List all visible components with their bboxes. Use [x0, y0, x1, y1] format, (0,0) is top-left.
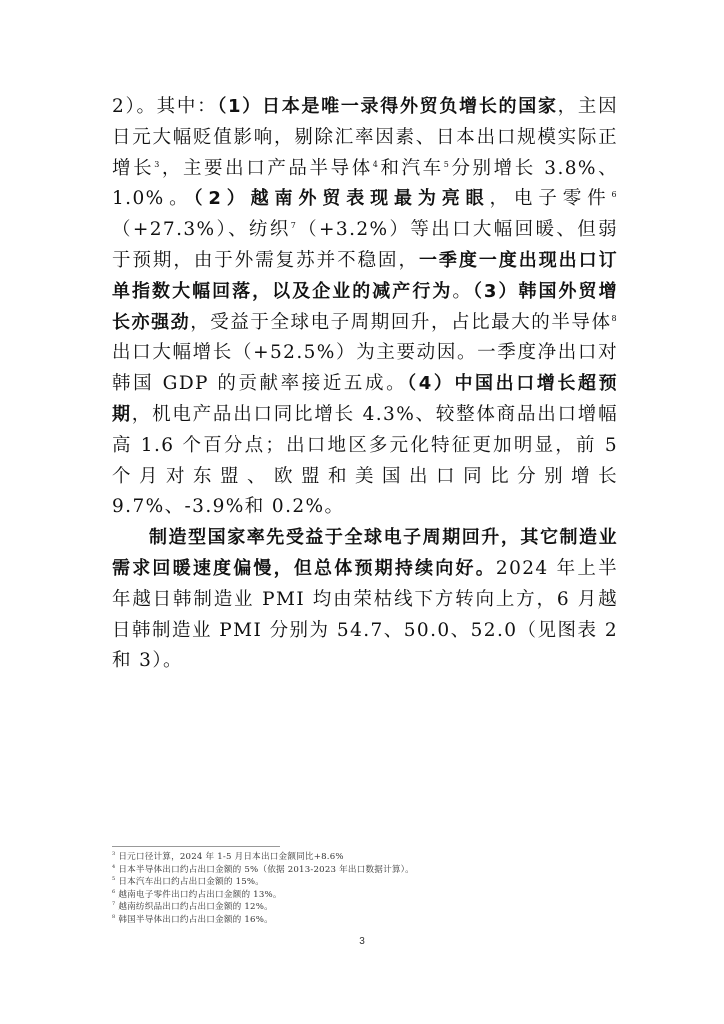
text-run: ，机电产品出口同比增长 4.3%、较整体商品出口增幅高 1.6 个百分点；出口地区多元化特征更加明显，前 5 个月对东盟、欧盟和美国出口同比分别增长 9.7%、-3.9%和 0.2%。 [112, 403, 618, 518]
footnote-7: $^7$ 越南纺织品出口约占出口金额的 12%。 [112, 901, 273, 913]
footnote-ref-5[interactable]: 5 [443, 159, 451, 169]
text-run: ，主要出口产品半导体 [160, 157, 373, 179]
footnote-8: $^8$ 韩国半导体出口约占出口金额的 16%。 [112, 914, 273, 925]
text-run: 和汽车 [379, 157, 444, 179]
text-run: ，受益于全球电子周期回升，占比最大的半导体 [190, 311, 612, 333]
bold-lead-sentence: 制造型国家率先受益于全球电子周期回升，其它制造业需求回暖速度偏慢，但总体预期持续向好。 [112, 527, 618, 579]
bold-heading-japan: （1）日本是唯一录得外贸负增长的国家 [217, 96, 558, 117]
footnote-4: $^4$ 日本半导体出口约占出口金额的 5%（依据 2013-2023 年出口数据计算）。 [112, 863, 414, 875]
body-text [112, 92, 618, 677]
text-run: （+27.3%）、纺织 [112, 219, 291, 241]
bold-text-order-index: 一季度一度出现出口订单指数大幅回落，以及企业的减产行为 [112, 249, 618, 302]
text-run: ，主因日元大幅贬值影响，剔除汇率因素、日本出口规模实际正增长 [112, 96, 618, 179]
footnotes [112, 851, 612, 927]
bold-heading-vietnam: （2）越南外贸表现最为亮眼 [193, 188, 490, 210]
footnote-5: $^5$ 日本汽车出口约占出口金额的 15%。 [112, 876, 265, 888]
bold-heading-china: （4）中国出口增长超预期 [112, 373, 618, 425]
footnote-ref-7[interactable]: 7 [290, 221, 298, 231]
text-run: 2024 年上半年越日韩制造业 PMI 均由荣枯线下方转向上方，6 月越日韩制造业 PMI 分别为 54.7、50.0、52.0（见图表 2 和 3）。 [112, 557, 618, 672]
footnote-ref-4[interactable]: 4 [372, 159, 380, 169]
text-run: 分别增长 3.8%、1.0%。 [112, 157, 618, 210]
text-run: 。 [452, 280, 473, 302]
text-run: 2）。其中： [112, 96, 218, 117]
footnote-ref-8[interactable]: 8 [611, 313, 618, 323]
page-number: 3 [359, 936, 365, 947]
footnote-3: $^3$ 日元口径计算，2024 年 1-5 月日本出口金额同比+8.6% [112, 851, 344, 862]
paragraph-trade-by-country [112, 92, 618, 523]
footnote-divider [112, 846, 280, 847]
paragraph-manufacturing-pmi [112, 523, 618, 677]
footnote-6: $^6$ 越南电子零件出口约占出口金额的 13%。 [112, 888, 282, 900]
text-run: ，电子零件 [489, 188, 612, 210]
footnote-ref-3[interactable]: 3 [154, 159, 161, 169]
text-run: （+3.2%）等出口大幅回暖、但弱于预期，由于外需复苏并不稳固， [112, 219, 619, 271]
bold-heading-korea: （3）韩国外贸增长亦强劲 [112, 280, 618, 333]
footnote-ref-6[interactable]: 6 [611, 190, 618, 200]
text-run: 出口大幅增长（+52.5%）为主要动因。一季度净出口对韩国 GDP 的贡献率接近五成。 [112, 342, 618, 395]
